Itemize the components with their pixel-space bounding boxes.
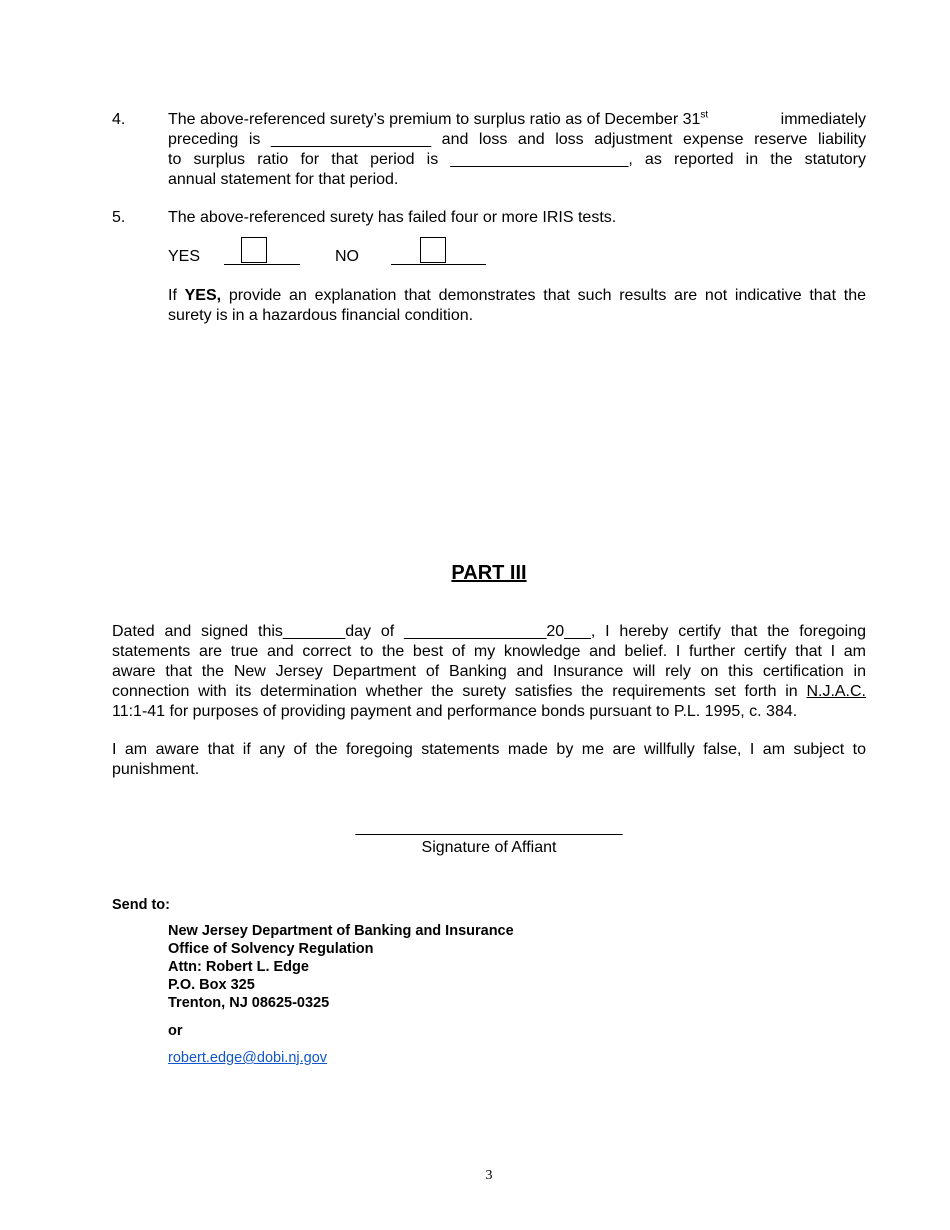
yes-label: YES — [168, 248, 201, 265]
cert-line-5: 11:1-41 for purposes of providing payment and performance bonds pursuant to P.L. 1995, c. 384. — [112, 703, 798, 720]
item-4-number: 4. — [112, 111, 126, 128]
cert-line-4-pre: connection with its determination whether the surety satisfies the requirements set forth in — [112, 683, 807, 700]
mailing-address — [168, 922, 514, 1012]
item-5-text: The above-referenced surety has failed four or more IRIS tests. — [168, 209, 617, 226]
yes-checkbox[interactable] — [241, 237, 267, 263]
aware-line-2: punishment. — [112, 761, 200, 778]
email-link[interactable]: robert.edge@dobi.nj.gov — [168, 1050, 328, 1066]
no-label: NO — [335, 248, 359, 265]
certification-paragraph — [112, 622, 866, 722]
address-line: Attn: Robert L. Edge — [168, 959, 309, 975]
item-4-line-1-post: immediately — [776, 111, 866, 128]
yes-blank-line — [224, 264, 300, 265]
no-checkbox[interactable] — [420, 237, 446, 263]
explain-rest: provide an explanation that demonstrates that such results are not indicative that the — [221, 287, 866, 304]
cert-line-2: statements are true and correct to the best of my knowledge and belief. I further certify that I am — [112, 643, 866, 660]
item-5-explanation — [168, 286, 866, 326]
njac-reference: N.J.A.C. — [806, 683, 866, 700]
cert-line-3: aware that the New Jersey Department of Banking and Insurance will rely on this certification in — [112, 663, 866, 680]
item-4-line-1 — [168, 110, 866, 130]
item-4-line-1-sup: st — [700, 109, 709, 121]
explain-if: If — [168, 287, 177, 304]
address-line: P.O. Box 325 — [168, 977, 255, 993]
signature-line: ______________________________ — [355, 819, 623, 836]
item-5-number: 5. — [112, 209, 126, 226]
address-line: New Jersey Department of Banking and Insurance — [168, 923, 514, 939]
no-blank-line — [391, 264, 486, 265]
or-label: or — [168, 1023, 183, 1039]
item-4-text — [168, 110, 866, 190]
cert-line-4 — [112, 682, 866, 702]
item-4-line-3: to surplus ratio for that period is ____________________, as reported in the statutory — [168, 151, 866, 168]
cert-line-1: Dated and signed this_______day of ________________20___, I hereby certify that the foregoing — [112, 623, 866, 640]
item-5-explanation-line-1 — [168, 286, 866, 306]
address-line: Trenton, NJ 08625-0325 — [168, 995, 330, 1011]
item-4-line-2: preceding is __________________ and loss and loss adjustment expense reserve liability — [168, 131, 866, 148]
item-5-explanation-line-2: surety is in a hazardous financial condition. — [168, 307, 474, 324]
awareness-paragraph — [112, 740, 866, 780]
page-number: 3 — [485, 1168, 493, 1183]
item-4-line-4: annual statement for that period. — [168, 171, 399, 188]
part-3-heading: PART III — [451, 562, 527, 584]
explain-yes-bold: YES, — [184, 287, 222, 304]
send-to-label: Send to: — [112, 897, 170, 913]
item-4-line-1-pre: The above-referenced surety’s premium to surplus ratio as of December 31 — [168, 111, 701, 128]
address-line: Office of Solvency Regulation — [168, 941, 374, 957]
aware-line-1: I am aware that if any of the foregoing statements made by me are willfully false, I am subject to — [112, 741, 866, 758]
signature-label: Signature of Affiant — [421, 839, 557, 856]
